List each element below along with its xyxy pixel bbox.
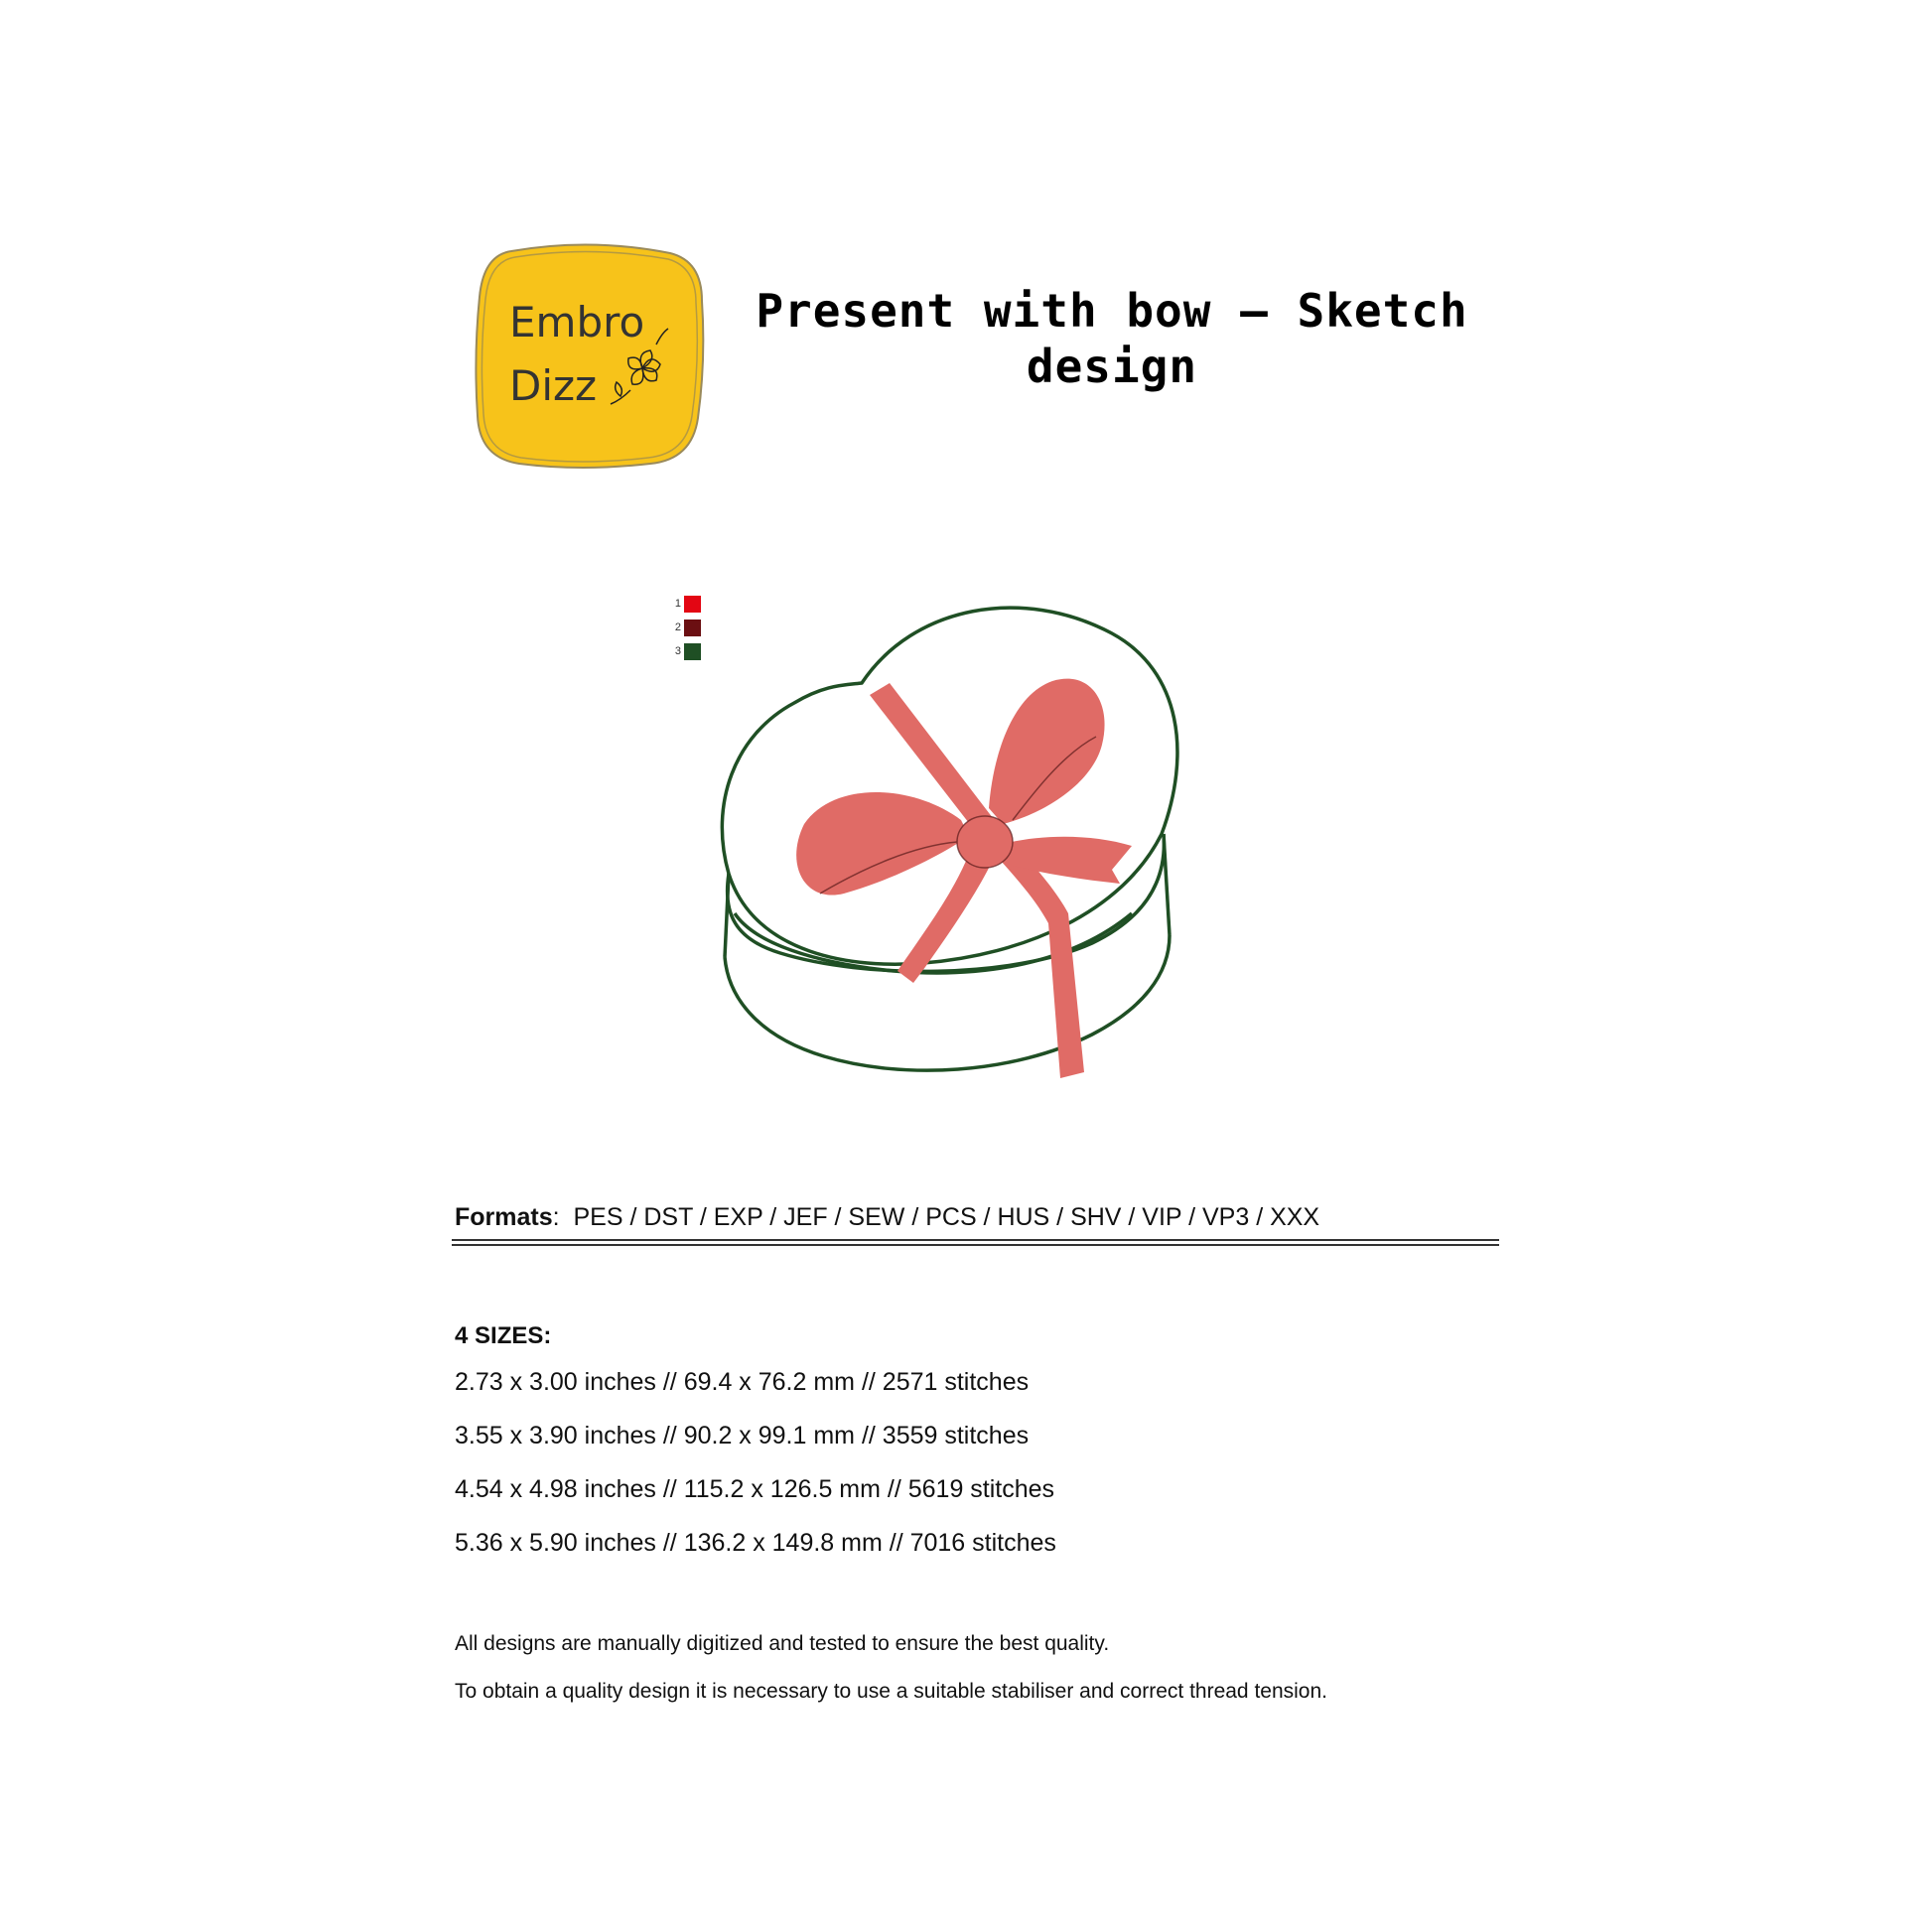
formats-label: Formats [455, 1203, 553, 1231]
size-option: 4.54 x 4.98 inches // 115.2 x 126.5 mm // 5619 stitches [455, 1475, 1055, 1503]
size-option: 3.55 x 3.90 inches // 90.2 x 99.1 mm // 3559 stitches [455, 1422, 1030, 1449]
logo-badge [472, 241, 708, 472]
divider [452, 1244, 1499, 1246]
stabiliser-note: To obtain a quality design it is necessary to use a suitable stabiliser and correct thread tension. [455, 1680, 1327, 1703]
swatch-number: 1 [674, 598, 681, 610]
page-title [735, 283, 1489, 394]
title-line2: design [1026, 340, 1198, 393]
brand-logo [472, 241, 708, 472]
size-option: 5.36 x 5.90 inches // 136.2 x 149.8 mm // 7016 stitches [455, 1529, 1056, 1557]
title-line1: Present with bow – Sketch [756, 284, 1468, 338]
formats-line: Formats: PES / DST / EXP / JEF / SEW / PCS / HUS / SHV / VIP / VP3 / XXX [455, 1203, 1320, 1231]
swatch-number: 2 [674, 621, 681, 633]
size-option: 2.73 x 3.00 inches // 69.4 x 76.2 mm // 2571 stitches [455, 1368, 1030, 1396]
swatch-number: 3 [674, 645, 681, 657]
heart-gift-box-illustration [695, 586, 1211, 1142]
embroidery-design-preview [695, 586, 1211, 1142]
sizes-heading: 4 SIZES: [455, 1322, 552, 1349]
formats-list: PES / DST / EXP / JEF / SEW / PCS / HUS / SHV / VIP / VP3 / XXX [573, 1203, 1320, 1231]
divider [452, 1239, 1499, 1241]
quality-note: All designs are manually digitized and tested to ensure the best quality. [455, 1632, 1110, 1655]
logo-line1: Embro [509, 298, 645, 346]
logo-line2: Dizz [509, 361, 598, 410]
